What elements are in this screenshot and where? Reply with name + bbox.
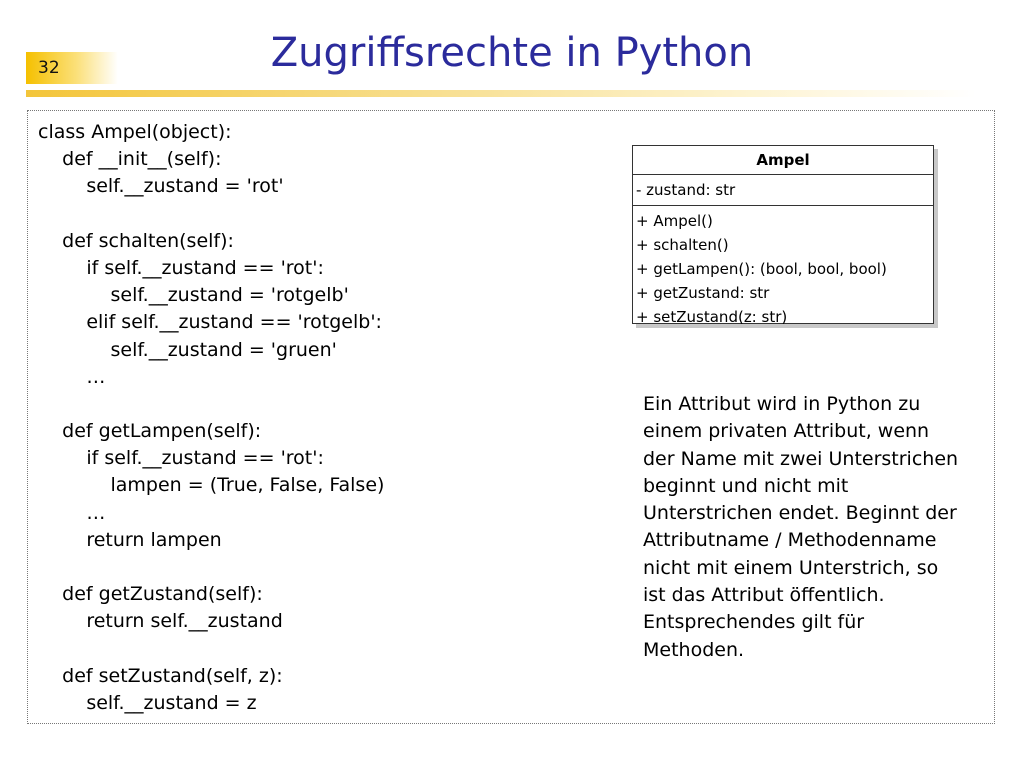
code-line [38,201,384,228]
explanation-line: der Name mit zwei Unterstrichen [643,447,959,470]
uml-methods [633,206,933,329]
code-line: class Ampel(object): [38,121,232,143]
code-line: def getZustand(self): [38,583,263,606]
explanation-line: ist das Attribut öffentlich. [643,584,885,607]
explanation-line: einem privaten Attribut, wenn [643,420,930,443]
code-line: def schalten(self): [38,229,234,252]
code-line: if self.__zustand == 'rot': [38,256,324,279]
explanation-line: Ein Attribut wird in Python zu [643,393,921,415]
code-line: def setZustand(self, z): [38,664,283,687]
explanation-line: Unterstrichen endet. Beginnt der [643,502,957,525]
code-line: self.__zustand = 'gruen' [38,338,337,361]
code-line: elif self.__zustand == 'rotgelb': [38,311,382,334]
uml-method: + setZustand(z: str) [636,308,788,326]
code-line: self.__zustand = z [38,691,257,714]
code-line: self.__zustand = 'rot' [38,175,284,198]
uml-method: + schalten() [636,236,729,254]
explanation-line: nicht mit einem Unterstrich, so [643,556,939,579]
uml-attribute: - zustand: str [636,181,736,199]
code-line: def getLampen(self): [38,420,262,443]
code-line [38,391,384,418]
uml-attributes [633,175,933,206]
uml-class-name: Ampel [633,146,933,175]
slide-title: Zugriffsrechte in Python [270,30,754,76]
code-line: self.__zustand = 'rotgelb' [38,284,349,307]
explanation-line: Methoden. [643,638,745,661]
code-line: def __init__(self): [38,148,222,171]
title-underline [26,90,976,97]
code-line [38,636,384,663]
uml-method: + Ampel() [636,212,713,230]
code-line: return self.__zustand [38,610,283,633]
slide-number: 32 [38,58,60,78]
explanation-line: beginnt und nicht mit [643,474,849,497]
code-listing [38,119,384,717]
explanation-text [643,391,983,664]
code-line: … [38,365,106,388]
code-line: return lampen [38,528,222,551]
explanation-line: Entsprechendes gilt für [643,611,865,634]
uml-class-diagram [632,145,934,324]
code-line [38,554,384,581]
code-line: lampen = (True, False, False) [38,474,385,497]
explanation-line: Attributname / Methodenname [643,529,937,552]
code-line: if self.__zustand == 'rot': [38,447,324,470]
uml-method: + getZustand: str [636,284,770,302]
code-line: … [38,501,106,524]
uml-method: + getLampen(): (bool, bool, bool) [636,260,887,278]
